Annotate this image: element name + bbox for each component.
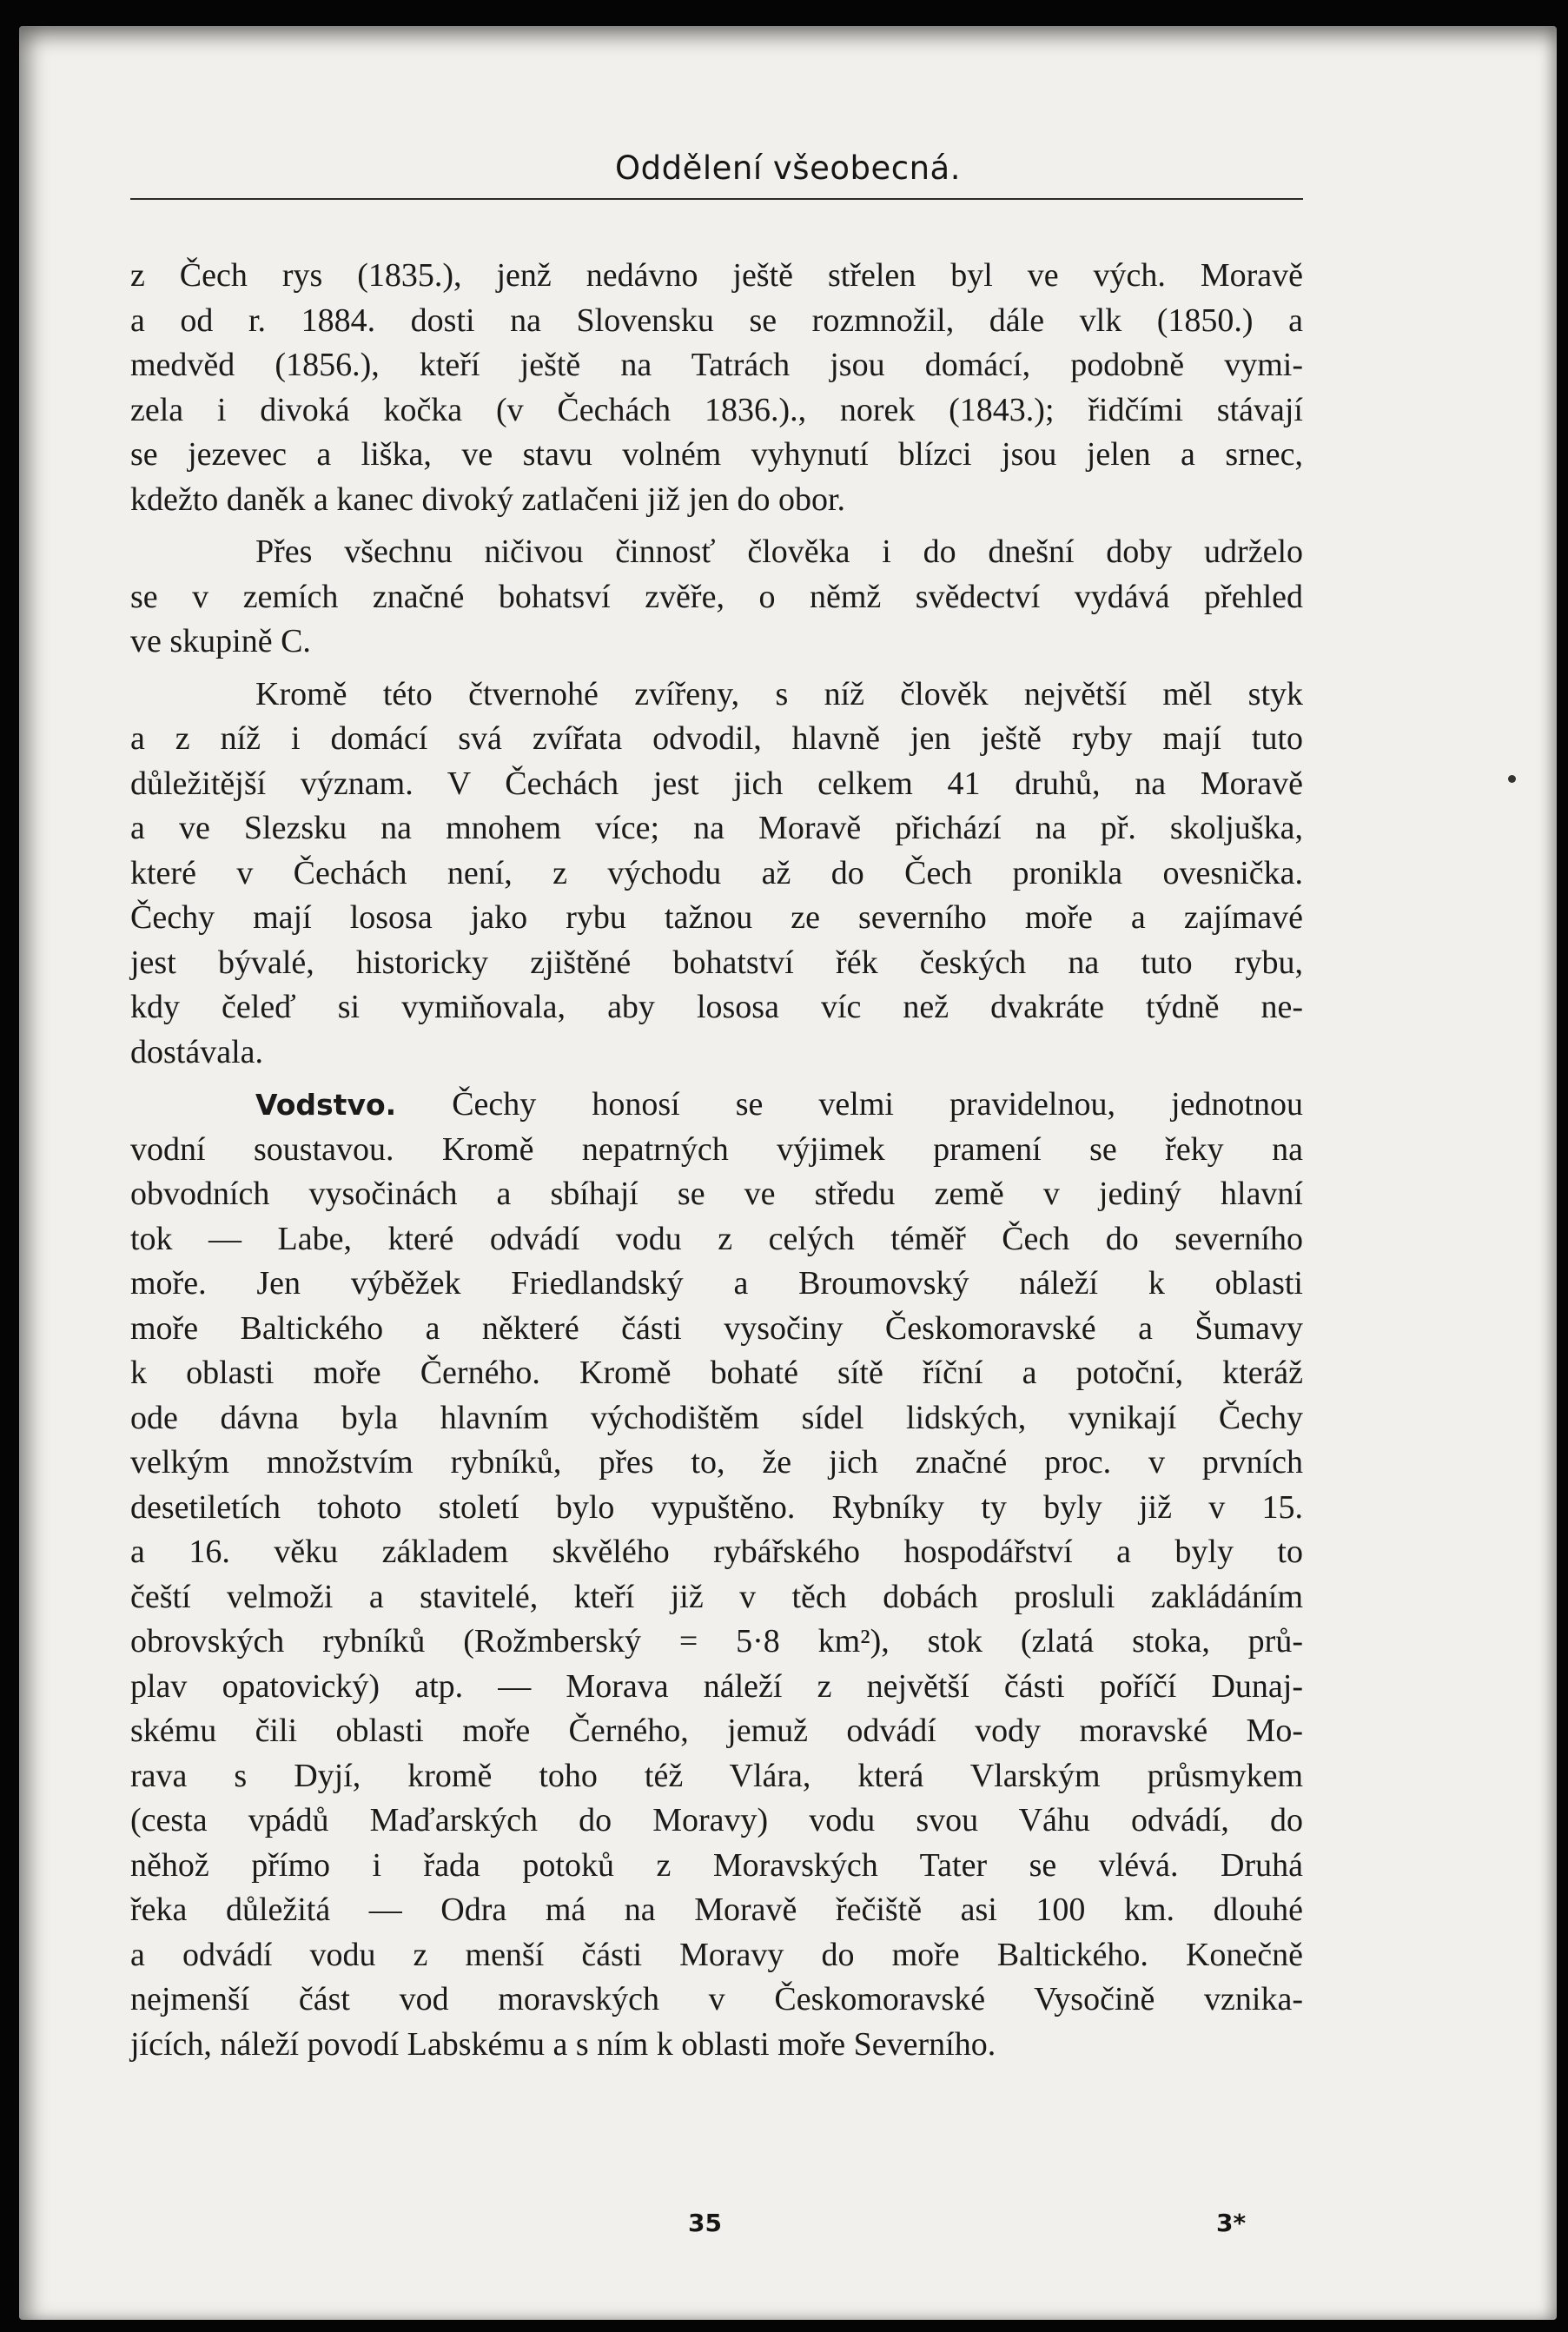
text-line: něhož přímo i řada potoků z Moravských Tater se vlévá. Druhá <box>130 1846 1303 1884</box>
text-line: ode dávna byla hlavním východištěm sídel lidských, vynikají Čechy <box>130 1399 1303 1436</box>
text-line: obrovských rybníků (Rožmberský = 5·8 km²), stok (zlatá stoka, prů- <box>130 1623 1303 1660</box>
text-line: plav opatovický) atp. — Morava náleží z největší části poříčí Dunaj- <box>130 1667 1303 1705</box>
text-line: Přes všechnu ničivou činnosť člověka i do dnešní doby udrželo <box>255 533 1303 570</box>
text-line: Kromě této čtvernohé zvířeny, s níž člověk největší měl styk <box>255 675 1303 712</box>
text-line: z Čech rys (1835.), jenž nedávno ještě střelen byl ve vých. Moravě <box>130 257 1303 294</box>
text-line: řeka důležitá — Odra má na Moravě řečiště asi 100 km. dlouhé <box>130 1891 1303 1928</box>
text-line: vodní soustavou. Kromě nepatrných výjimek pramení se řeky na <box>130 1130 1303 1168</box>
print-speck <box>1508 775 1516 783</box>
text-line: a od r. 1884. dosti na Slovensku se rozmnožil, dále vlk (1850.) a <box>130 301 1303 339</box>
text-line: Čechy mají lososa jako rybu tažnou ze severního moře a zajímavé <box>130 899 1303 936</box>
book-page <box>19 26 1557 2320</box>
text-line: čeští velmoži a stavitelé, kteří již v těch dobách prosluli zakládáním <box>130 1578 1303 1615</box>
text-line: medvěd (1856.), kteří ještě na Tatrách jsou domácí, podobně vymi- <box>130 347 1303 383</box>
text-line: rava s Dyjí, kromě toho též Vlára, která Vlarským průsmykem <box>130 1757 1303 1794</box>
text-line: dostávala. <box>130 1033 264 1070</box>
text-line: a 16. věku základem skvělého rybářského hospodářství a byly to <box>130 1534 1303 1570</box>
signature-mark: 3* <box>1216 2209 1247 2237</box>
text-line: desetiletích tohoto století bylo vypuštěno. Rybníky ty byly již v 15. <box>130 1488 1303 1526</box>
text-line <box>130 1083 1303 1128</box>
text-line: skému čili oblasti moře Černého, jemuž odvádí vody moravské Mo- <box>130 1713 1303 1749</box>
text-line: k oblasti moře Černého. Kromě bohaté sítě říční a potoční, kteráž <box>130 1355 1303 1391</box>
text-line: se v zemích značné bohatsví zvěře, o němž svědectví vydává přehled <box>130 578 1303 615</box>
header-rule <box>130 198 1303 200</box>
text-line: jících, náleží povodí Labskému a s ním k oblasti moře Severního. <box>130 2025 996 2063</box>
body-text <box>130 254 1303 2075</box>
paragraph <box>130 1083 1303 2067</box>
section-heading: Vodstvo. <box>255 1088 397 1122</box>
page-number: 35 <box>688 2209 722 2237</box>
text-line: moře Baltického a některé části vysočiny Českomoravské a Šumavy <box>130 1309 1303 1347</box>
text-line: tok — Labe, které odvádí vodu z celých téměř Čech do severního <box>130 1220 1303 1257</box>
text-line: (cesta vpádů Maďarských do Moravy) vodu svou Váhu odvádí, do <box>130 1802 1303 1838</box>
text-line: kdy čeleď si vymiňovala, aby lososa víc než dvakráte týdně ne- <box>130 989 1303 1025</box>
text-line: které v Čechách není, z východu až do Čech pronikla ovesnička. <box>130 854 1303 891</box>
text-line: a z níž i domácí svá zvířata odvodil, hlavně jen ještě ryby mají tuto <box>130 720 1303 757</box>
line-text: Čechy honosí se velmi pravidelnou, jednotnou <box>396 1086 1303 1123</box>
paragraph <box>130 672 1303 1076</box>
paragraph <box>130 530 1303 665</box>
text-line: zela i divoká kočka (v Čechách 1836.)., norek (1843.); řidčími stávají <box>130 391 1303 428</box>
running-header: Oddělení všeobecná. <box>615 149 961 187</box>
text-line: a odvádí vodu z menší části Moravy do moře Baltického. Konečně <box>130 1936 1303 1973</box>
text-line: obvodních vysočinách a sbíhají se ve středu země v jediný hlavní <box>130 1176 1303 1212</box>
text-line: nejmenší část vod moravských v Českomoravské Vysočině vznika- <box>130 1981 1303 2017</box>
text-line: kdežto daněk a kanec divoký zatlačeni již jen do obor. <box>130 480 846 518</box>
text-line: a ve Slezsku na mnohem více; na Moravě přichází na př. skoljuška, <box>130 810 1303 846</box>
paragraph <box>130 254 1303 522</box>
text-line: velkým množstvím rybníků, přes to, že jich značné proc. v prvních <box>130 1444 1303 1481</box>
text-line: moře. Jen výběžek Friedlandský a Broumovský náleží k oblasti <box>130 1265 1303 1302</box>
text-line: ve skupině C. <box>130 623 311 659</box>
text-line: se jezevec a liška, ve stavu volném vyhynutí blízci jsou jelen a srnec, <box>130 436 1303 473</box>
text-line: důležitější význam. V Čechách jest jich celkem 41 druhů, na Moravě <box>130 765 1303 802</box>
text-line: jest bývalé, historicky zjištěné bohatství řék českých na tuto rybu, <box>130 944 1303 981</box>
